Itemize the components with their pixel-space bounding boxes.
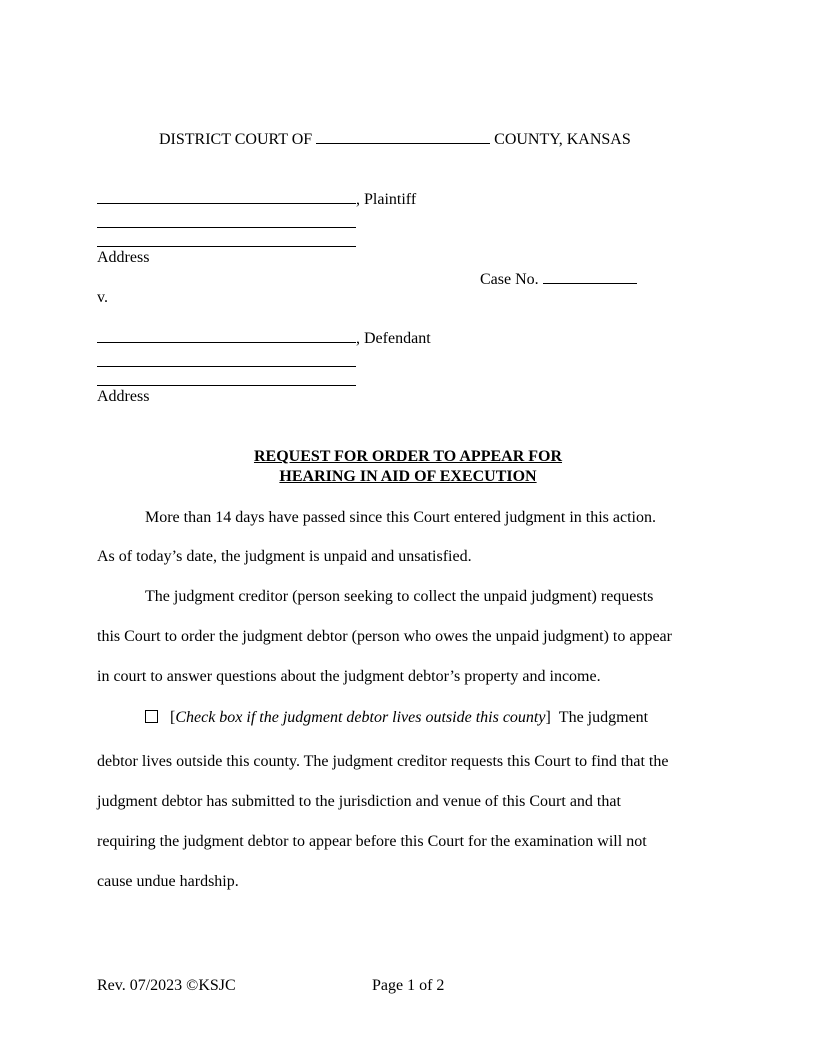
defendant-name-blank[interactable]	[97, 327, 356, 343]
case-number	[480, 268, 637, 290]
defendant-address-line-2[interactable]	[97, 385, 356, 386]
defendant-address-line-1[interactable]	[97, 366, 356, 367]
case-no-blank[interactable]	[543, 268, 637, 284]
defendant-line	[97, 327, 431, 349]
paragraph-2-line-2: this Court to order the judgment debtor (person who owes the unpaid judgment) to appear	[97, 628, 672, 645]
court-header	[159, 128, 631, 150]
checkbox-bracket-close: ]	[545, 709, 551, 726]
county-blank[interactable]	[316, 128, 490, 144]
footer-page-number: Page 1 of 2	[372, 977, 445, 994]
paragraph-3-line-5: cause undue hardship.	[97, 873, 239, 890]
paragraph-2-line-1: The judgment creditor (person seeking to collect the unpaid judgment) requests	[145, 588, 654, 605]
document-title-line-2: HEARING IN AID OF EXECUTION	[279, 468, 537, 485]
paragraph-3-line-2: debtor lives outside this county. The judgment creditor requests this Court to find that the	[97, 753, 669, 770]
plaintiff-name-blank[interactable]	[97, 188, 356, 204]
court-suffix: COUNTY, KANSAS	[494, 131, 631, 148]
paragraph-2-line-3: in court to answer questions about the judgment debtor’s property and income.	[97, 668, 601, 685]
paragraph-3-line-4: requiring the judgment debtor to appear before this Court for the examination will not	[97, 833, 647, 850]
checkbox-instruction: Check box if the judgment debtor lives outside this county	[175, 709, 546, 726]
defendant-address-label: Address	[97, 388, 150, 405]
footer-revision: Rev. 07/2023 ©KSJC	[97, 977, 236, 994]
plaintiff-address-label: Address	[97, 249, 150, 266]
plaintiff-address-line-1[interactable]	[97, 227, 356, 228]
paragraph-3-line-1	[145, 708, 648, 728]
plaintiff-line	[97, 188, 416, 210]
document-title-line-1: REQUEST FOR ORDER TO APPEAR FOR	[253, 448, 563, 465]
case-no-label: Case No.	[480, 271, 539, 288]
defendant-label: , Defendant	[356, 330, 431, 347]
outside-county-checkbox[interactable]	[145, 710, 158, 723]
court-prefix: DISTRICT COURT OF	[159, 131, 313, 148]
paragraph-1-line-1: More than 14 days have passed since this Court entered judgment in this action.	[145, 509, 656, 526]
plaintiff-label: , Plaintiff	[356, 191, 417, 208]
checkbox-bracket-open: [	[170, 709, 176, 726]
versus: v.	[97, 289, 108, 306]
plaintiff-address-line-2[interactable]	[97, 246, 356, 247]
paragraph-3-line-3: judgment debtor has submitted to the jurisdiction and venue of this Court and that	[97, 793, 621, 810]
paragraph-3-line-1-tail: The judgment	[558, 709, 649, 726]
paragraph-1-line-2: As of today’s date, the judgment is unpaid and unsatisfied.	[97, 548, 472, 565]
